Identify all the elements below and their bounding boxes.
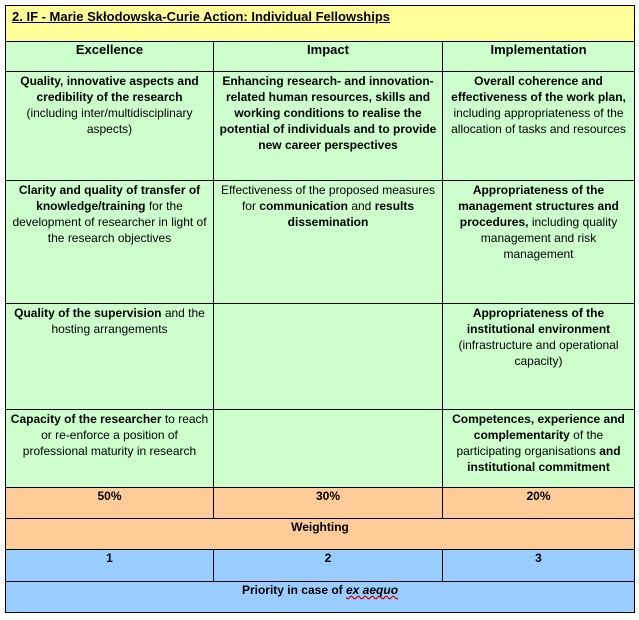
criterion-cell <box>443 304 635 410</box>
weight-implementation: 20% <box>443 488 635 519</box>
criterion-text <box>218 304 438 305</box>
criterion-text <box>218 181 438 230</box>
criterion-text <box>447 181 630 262</box>
criterion-text <box>218 72 438 153</box>
table-title: 2. IF - Marie Skłodowska-Curie Action: Individual Fellowships <box>6 6 635 42</box>
header-implementation: Implementation <box>443 42 635 72</box>
criterion-text-run: of the participating organisations <box>456 428 604 458</box>
criterion-text-run: to reach or re-enforce a position of professional maturity in research <box>22 412 209 458</box>
criterion-text <box>447 304 630 369</box>
criterion-text-run: Quality of the supervision <box>14 306 162 320</box>
criterion-text-run: Quality, innovative aspects and credibility of the research <box>20 74 199 104</box>
criterion-cell <box>214 181 443 304</box>
evaluation-criteria-table <box>5 5 635 613</box>
criterion-text-run: Overall coherence and effectiveness of the work plan, <box>451 74 626 104</box>
criterion-text-run: Clarity and quality of transfer of knowledge/training <box>18 183 201 213</box>
criterion-text-run: including quality management and risk management <box>480 215 618 261</box>
criterion-text-run: (infrastructure and operational capacity) <box>458 338 619 368</box>
criterion-text <box>10 72 209 137</box>
criterion-text <box>447 72 630 137</box>
criterion-text-run: Effectiveness of the proposed measures for <box>221 183 435 213</box>
weight-impact: 30% <box>214 488 443 519</box>
priority-excellence: 1 <box>6 550 214 582</box>
criterion-text-run: Capacity of the researcher <box>10 412 162 426</box>
criterion-cell <box>443 72 635 181</box>
weight-excellence: 50% <box>6 488 214 519</box>
priority-label <box>6 582 635 613</box>
criterion-text-run: including appropriateness of the allocation of tasks and resources <box>451 106 626 136</box>
criterion-cell <box>6 181 214 304</box>
criterion-text-run: Enhancing research- and innovation-related human resources, skills and working conditions to realise the potential of individuals and to provide new career perspectives <box>219 74 437 152</box>
criterion-text-run: (including inter/multidisciplinary aspects) <box>26 106 193 136</box>
criterion-text <box>10 304 209 337</box>
criterion-cell <box>214 410 443 488</box>
criterion-text-run: results dissemination <box>287 199 415 229</box>
criterion-text-run: Competences, experience and complementarity <box>452 412 625 442</box>
priority-label-ex-aequo: ex aequo <box>346 583 399 597</box>
criterion-text-run: and <box>347 199 375 213</box>
criterion-cell <box>443 181 635 304</box>
criterion-cell <box>6 410 214 488</box>
criterion-text <box>447 410 630 475</box>
criterion-cell <box>6 304 214 410</box>
criterion-text-run: Appropriateness of the management structures and procedures, <box>458 183 619 229</box>
criterion-text-run: for the development of researcher in light of the research objectives <box>12 199 207 245</box>
criterion-text-run: and institutional commitment <box>467 444 621 474</box>
priority-label-text: Priority in case of <box>241 583 346 597</box>
criterion-cell <box>214 304 443 410</box>
criterion-cell <box>443 410 635 488</box>
criterion-text <box>218 410 438 411</box>
criterion-cell <box>214 72 443 181</box>
criterion-text <box>10 181 209 246</box>
priority-impact: 2 <box>214 550 443 582</box>
priority-implementation: 3 <box>443 550 635 582</box>
criterion-text-run: Appropriateness of the institutional environment <box>466 306 611 336</box>
criterion-text-run: and the hosting arrangements <box>51 306 205 336</box>
criterion-text <box>10 410 209 459</box>
header-impact: Impact <box>214 42 443 72</box>
criterion-cell <box>6 72 214 181</box>
header-excellence: Excellence <box>6 42 214 72</box>
criterion-text-run: communication <box>259 199 348 213</box>
weighting-label: Weighting <box>6 519 635 550</box>
